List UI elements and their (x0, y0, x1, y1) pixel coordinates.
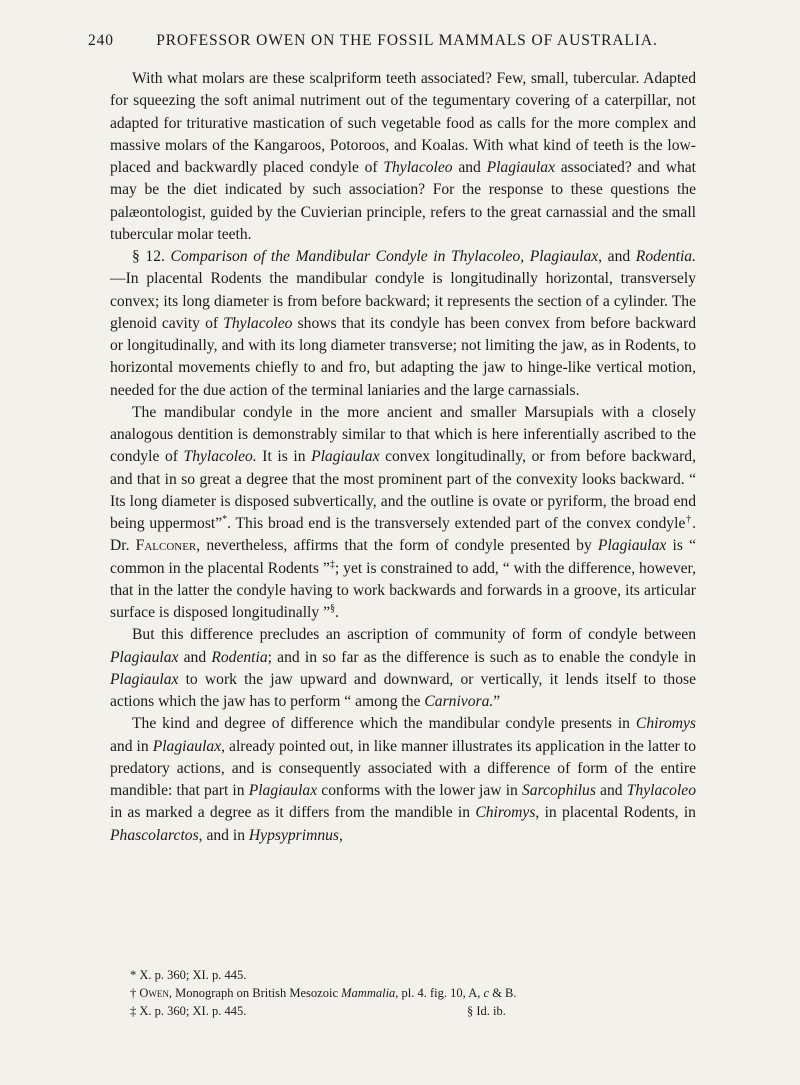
taxon-name: Carnivora. (424, 693, 494, 710)
text-run: But this difference precludes an ascription of community of form of condyle between (132, 626, 696, 644)
text-run: The mandibular condyle in the more ancient and smaller Marsupials with a closely analogous dentition is demonstrably similar to that which is here inferentially ascribed to the condyle of (110, 403, 696, 466)
footnote-3 (130, 1002, 690, 1020)
taxon-name: Chiromys (475, 804, 536, 822)
taxon-name: Plagiaulax (110, 670, 179, 688)
taxon-name: Thylacoleo (383, 159, 453, 176)
text-run: , in placental Rodents, in (535, 804, 696, 822)
author-name: Falconer (135, 537, 197, 555)
text-run: , and in (198, 826, 249, 844)
text-run: and (595, 782, 627, 799)
taxon-name: Plagiaulax (110, 648, 179, 666)
text-run: ‡ X. p. 360; XI. p. 445. (130, 1004, 247, 1018)
taxon-name: Plagiaulax (311, 448, 380, 466)
text-run: It is in (256, 448, 312, 466)
taxon-name: Plagiaulax (597, 537, 667, 555)
paragraph-4 (110, 624, 696, 713)
text-run: With what molars are these scalpriform teeth associated? Few, small, tubercular. Adapted for squeezing the soft animal nutriment out of the tegumentary covering of a caterpillar, not adapted for triturative mastication of such vegetable food as calls for the more complex and massive molars of the Kangaroos, Potoroos, and Koalas. With what kind of teeth is the low-placed and backwardly placed condyle of (110, 70, 696, 176)
text-run: in as marked a degree as it differs from the mandible in (110, 804, 476, 822)
text-run: ; and in so far as the difference is such as to enable the condyle in (267, 648, 696, 666)
author-name: Owen (139, 986, 169, 1000)
text-run: is “ common in the placental Rodents ” (110, 537, 696, 577)
footnote-2 (130, 984, 690, 1002)
footnote-ref[interactable]: * (222, 513, 228, 525)
taxon-name: Rodentia (211, 648, 268, 666)
text-run: and (452, 159, 487, 176)
footnote-ref[interactable]: ‡ (329, 558, 335, 570)
running-title: PROFESSOR OWEN ON THE FOSSIL MAMMALS OF AUSTRALIA. (156, 32, 658, 49)
text-run: . (335, 604, 339, 621)
taxon-name: Phascolarctos (110, 826, 199, 844)
text-run: convex longitudinally, or from before backward, and that in so great a degree that the most prominent part of the convexity looks backward. “ Its long diameter is disposed subvertically, and the outline is ovate or pyriform, the broad end being uppermost” (110, 448, 696, 532)
taxon-name: Plagiaulax (248, 782, 318, 799)
taxon-name: Hypsyprimnus, (248, 826, 343, 844)
section-heading: Rodentia. (635, 248, 696, 265)
footnotes (130, 966, 690, 1020)
text-run: c (483, 986, 490, 1000)
text-run: and (602, 248, 636, 265)
footnote-ref[interactable]: † (685, 513, 693, 525)
taxon-name: Thylacoleo (223, 314, 293, 332)
text-run: conforms with the lower jaw in (317, 782, 522, 799)
text-run: . Dr. (110, 515, 696, 555)
text-run: shows that its condyle has been convex from before backward or longitudinally, and with its long diameter transverse; not limiting the jaw, as in Rodents, to horizontal movements chiefly to and fro, but adapting the jaw to hinge-like vertical motion, needed for the due action of the terminal laniaries and the large carnassials. (110, 314, 697, 399)
taxon-name: Mammalia (341, 986, 396, 1000)
footnote-1: * X. p. 360; XI. p. 445. (130, 968, 247, 982)
body-text (110, 68, 696, 847)
taxon-name: Thylacoleo. (183, 448, 257, 466)
text-run: —In placental Rodents the mandibular condyle is longitudinally horizontal, transversely convex; its long diameter is from before backward; it represents the section of a cylinder. The glenoid cavity of (110, 270, 696, 332)
text-run: The kind and degree of difference which the mandibular condyle presents in (132, 715, 636, 733)
footnote-4: § Id. ib. (467, 1004, 506, 1018)
text-run: , nevertheless, affirms that the form of condyle presented by (196, 537, 598, 555)
page-number: 240 (88, 32, 114, 49)
text-run: and (178, 648, 212, 666)
taxon-name: Plagiaulax (152, 737, 222, 755)
text-run: , Monograph on British Mesozoic (168, 986, 342, 1000)
footnote-ref[interactable]: § (330, 602, 336, 614)
text-run: associated? and what may be the diet indicated by such association? For the response to these questions the palæontologist, guided by the Cuvierian principle, refers to the great carnassial and the small tubercular molar teeth. (110, 159, 697, 243)
paragraph-2-section-12 (110, 246, 696, 402)
section-heading: Comparison of the Mandibular Condyle in Thylacoleo, Plagiaulax, (170, 248, 603, 265)
text-run: † (130, 986, 140, 1000)
text-run: . This broad end is the transversely extended part of the convex condyle (227, 515, 686, 532)
paragraph-5 (110, 713, 696, 847)
text-run: ; yet is constrained to add, “ with the difference, however, that in the latter the condyle having to work backwards and forwards in a groove, its articular surface is disposed longitudinally ” (110, 559, 697, 621)
text-run: , already pointed out, in like manner illustrates its application in the latter to predatory actions, and is consequently associated with a difference of form of the entire mandible: that part in (110, 737, 696, 799)
text-run: , pl. 4. fig. 10, A, (395, 986, 484, 1000)
taxon-name: Sarcophilus (521, 782, 596, 799)
text-run: ” (493, 693, 501, 710)
paragraph-3 (110, 402, 696, 625)
taxon-name: Chiromys (635, 715, 696, 733)
taxon-name: Plagiaulax (486, 159, 556, 176)
section-number: § 12. (132, 248, 171, 265)
text-run: to work the jaw upward and downward, or vertically, it lends itself to those actions which the jaw has to perform “ among the (110, 670, 696, 710)
taxon-name: Thylacoleo (626, 782, 697, 799)
text-run: & B. (489, 986, 517, 1000)
paragraph-1 (110, 68, 696, 246)
text-run: and in (110, 737, 153, 755)
